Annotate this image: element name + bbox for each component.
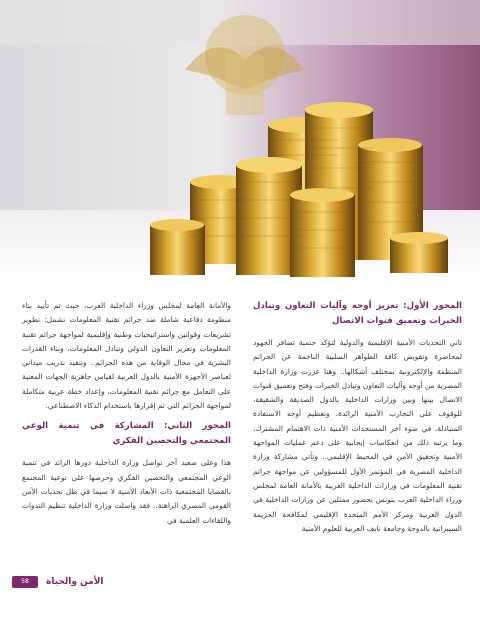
heading-label: المحور الثاني:	[163, 421, 231, 432]
heading-text: تعزيز أوجه وآليات التعاون وتبادل الخبرات وتعميق قنوات الاتصال	[253, 301, 462, 326]
magazine-name: الأمن والحياة	[46, 577, 104, 587]
left-column	[22, 299, 231, 528]
body-paragraph: ثاني التحديات الأمنية الإقليمية والدولية لتؤكد حتمية تضافر الجهود لمحاصرة وتقويض كافة الظواهر السلبية الناجمة عن الجرائم المنظمة والإلكترونية بمختلف أشكالها.. وهنا عززت وزارة الداخلية المصرية من أوجه وآليات التعاون وتبادل الخبرات وفتح وتعميق قنوات الاتصال بينها وبين وزارات الداخلية بالدول الصديقة والشقيقة، للوقوف على التجارب الأمنية الرائدة، وتعظيم أوجه الاستفادة المتبادلة، في ضوء آخر المستجدات الأمنية ذات الاهتمام المشترك، وما يرتبه ذلك من انعكاسات إيجابية على دعم عمليات المواجهة الأمنية وتحقيق الأمن في المحيط الإقليمي.. وتأتي مشاركة وزارة الداخلية المصرية في المؤتمر الأول للمسؤولين عن مواجهة جرائم تقنية المعلومات في وزارات الداخلية العربية بالأمانة العامة لمجلس وزراء الداخلية العرب بتونس بحضور ممثلين عن وزارات الداخلية في الدول العربية ومركز الأمم المتحدة الإقليمي لمكافحة الجريمة السيبرانية بالدوحة وجامعة نايف العربية للعلوم الأمنية	[253, 338, 462, 533]
section-heading-1	[253, 299, 462, 329]
heading-text: المشاركة في تنمية الوعي المجتمعي والتحصين الفكري	[22, 421, 231, 447]
coins-and-eagle-photo	[0, 0, 480, 286]
section-heading-2	[22, 419, 231, 449]
body-paragraph: والأمانة العامة لمجلس وزراء الداخلية العرب، حيث تم تأييد بناء منظومة دفاعية شاملة ضد جرائم تقنية المعلومات تشمل: تطوير تشريعات وقوانين واستراتيجيات وطنية وإقليمية لمواجهة جرائم تقنية المعلومات وتعزيز التعاون الدولي وتبادل المعلومات، وبناء القدرات البشرية في مجال الوقاية من هذه الجرائم.. وتنفيذ تدريب ميداني لعناصر الأجهزة الأمنية بالدول العربية لقياس جاهزية الجهات المعنية على التعامل مع جرائم تقنية المعلومات، وإعداد خطة عربية متكاملة لمواجهة الجرائم التي تم إقرارها باستخدام الذكاء الاصطناعي.	[22, 301, 231, 411]
right-column	[253, 299, 462, 536]
heading-label: المحور الأول:	[403, 301, 462, 311]
page-footer	[12, 576, 104, 588]
body-paragraph: هذا وعلى صعيد آخر تواصل وزارة الداخلية دورها الرائد في تنمية الوعي المجتمعي والتحصين الفكري وحرصها على توعية المجتمع بالقضايا المجتمعية ذات الأبعاد الأمنية لا سيما في ظل تحديات الأمن القومي المصري الراهنة.. فقد واصلت وزارة الداخلية تنظيم الندوات واللقاءات العلمية في	[22, 458, 231, 525]
page-number: 58	[12, 576, 38, 588]
